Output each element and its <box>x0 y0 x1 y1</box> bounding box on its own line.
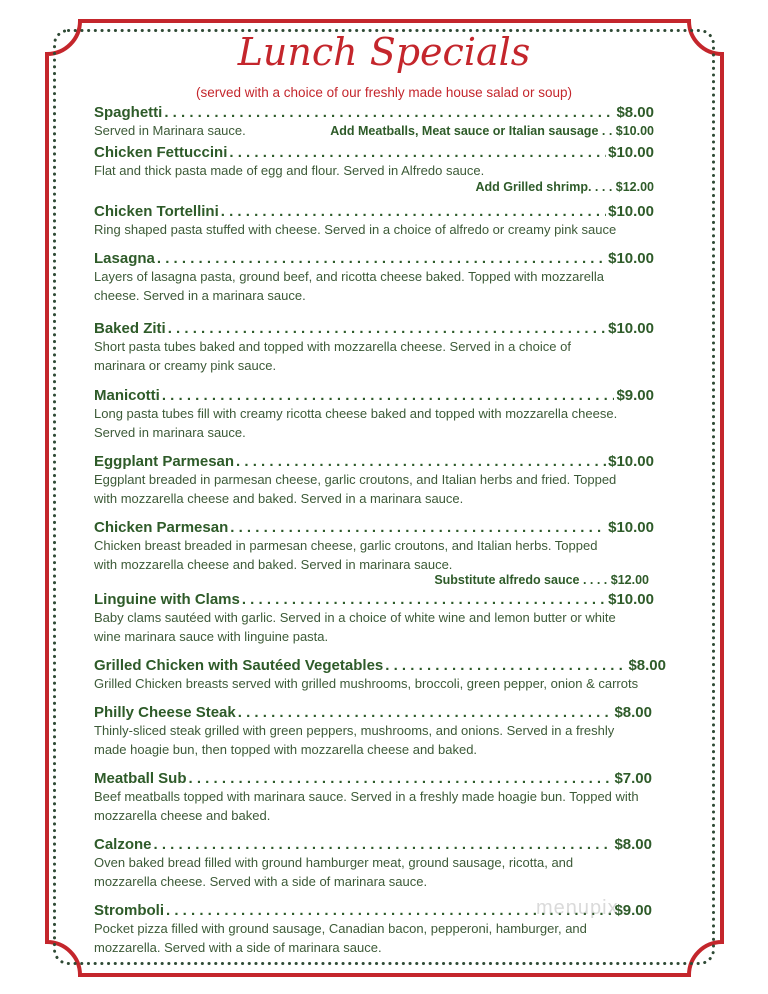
item-description-line2: marinara or creamy pink sauce. <box>94 358 277 373</box>
page-subtitle: (served with a choice of our freshly made house salad or soup) <box>196 85 572 100</box>
menu-item-linguine-with-clams <box>94 591 654 646</box>
item-price: $9.00 <box>616 387 654 404</box>
dot-leader <box>168 320 606 337</box>
dot-leader <box>164 104 614 121</box>
item-name: Chicken Fettuccini <box>94 144 228 161</box>
item-price: $10.00 <box>608 519 654 536</box>
menu-item-chicken-tortellini <box>94 203 654 239</box>
item-price: $10.00 <box>608 144 654 161</box>
menu-item-chicken-parmesan <box>94 519 654 574</box>
item-name: Lasagna <box>94 250 155 267</box>
item-price: $10.00 <box>608 453 654 470</box>
item-price: $8.00 <box>616 104 654 121</box>
item-name: Grilled Chicken with Sautéed Vegetables <box>94 657 384 674</box>
item-description-line1: Pocket pizza filled with ground sausage, Canadian bacon, pepperoni, hamburger, and <box>94 921 587 936</box>
item-price: $8.00 <box>614 836 652 853</box>
item-description-line1: Eggplant breaded in parmesan cheese, garlic croutons, and Italian herbs and fried. Topped <box>94 472 617 487</box>
item-name: Calzone <box>94 836 152 853</box>
menu-item-philly-cheese-steak <box>94 704 652 759</box>
item-description-line1: Oven baked bread filled with ground hamburger meat, ground sausage, ricotta, and <box>94 855 574 870</box>
item-price: $10.00 <box>608 203 654 220</box>
item-description-line2: Served in marinara sauce. <box>94 425 246 440</box>
dot-leader <box>189 770 613 787</box>
item-name: Philly Cheese Steak <box>94 704 236 721</box>
item-description-line2: made hoagie bun, then topped with mozzarella cheese and baked. <box>94 742 478 757</box>
menu-item-calzone <box>94 836 652 891</box>
menu-item-chicken-fettuccini <box>94 144 654 194</box>
dot-leader <box>157 250 606 267</box>
item-addon: Add Grilled shrimp. . . . $12.00 <box>475 180 654 194</box>
item-price: $7.00 <box>614 770 652 787</box>
item-name: Chicken Tortellini <box>94 203 219 220</box>
menu-item-grilled-chicken <box>94 657 666 693</box>
item-name: Eggplant Parmesan <box>94 453 235 470</box>
item-description-line2: with mozzarella cheese and baked. Served in marinara sauce. <box>94 557 453 572</box>
item-description-line1: Thinly-sliced steak grilled with green peppers, mushrooms, and onions. Served in a freshly <box>94 723 615 738</box>
item-price: $9.00 <box>614 902 652 919</box>
item-name: Chicken Parmesan <box>94 519 229 536</box>
item-description-line2: mozzarella. Served with a side of marinara sauce. <box>94 940 382 955</box>
item-description-line2: cheese. Served in a marinara sauce. <box>94 288 306 303</box>
item-description-line1: Chicken breast breaded in parmesan cheese, garlic croutons, and Italian herbs. Topped <box>94 538 598 553</box>
item-description: Served in Marinara sauce. <box>94 123 246 138</box>
item-price: $8.00 <box>614 704 652 721</box>
dot-leader <box>229 144 606 161</box>
item-description-line1: Short pasta tubes baked and topped with mozzarella cheese. Served in a choice of <box>94 339 571 354</box>
item-price: $10.00 <box>608 250 654 267</box>
item-name: Baked Ziti <box>94 320 166 337</box>
item-name: Meatball Sub <box>94 770 187 787</box>
item-price: $8.00 <box>628 657 666 674</box>
menu-item-meatball-sub <box>94 770 652 825</box>
item-name: Spaghetti <box>94 104 163 121</box>
page-title: Lunch Specials <box>237 30 531 74</box>
item-price: $10.00 <box>608 320 654 337</box>
dot-leader <box>162 387 615 404</box>
dot-leader <box>236 453 606 470</box>
item-description-line1: Layers of lasagna pasta, ground beef, and ricotta cheese baked. Topped with mozzarella <box>94 269 604 284</box>
watermark: menupix <box>536 897 619 919</box>
dot-leader <box>154 836 613 853</box>
item-price: $10.00 <box>608 591 654 608</box>
menu-item-manicotti <box>94 387 654 442</box>
item-description-line1: Baby clams sautéed with garlic. Served in a choice of white wine and lemon butter or white <box>94 610 616 625</box>
menu-item-lasagna <box>94 250 654 305</box>
item-addon: Add Meatballs, Meat sauce or Italian sausage . . $10.00 <box>330 124 654 138</box>
dot-leader <box>242 591 606 608</box>
item-description-line1: Long pasta tubes fill with creamy ricotta cheese baked and topped with mozzarella cheese. <box>94 406 618 421</box>
dot-leader <box>221 203 606 220</box>
item-name: Manicotti <box>94 387 160 404</box>
item-description-line1: Beef meatballs topped with marinara sauce. Served in a freshly made hoagie bun. Topped with <box>94 789 639 804</box>
menu-item-eggplant-parmesan <box>94 453 654 508</box>
item-description: Grilled Chicken breasts served with grilled mushrooms, broccoli, green pepper, onion & carrots <box>94 676 639 691</box>
item-description: Flat and thick pasta made of egg and flour. Served in Alfredo sauce. <box>94 163 485 178</box>
item-name: Stromboli <box>94 902 164 919</box>
item-description-line2: wine marinara sauce with linguine pasta. <box>94 629 329 644</box>
item-name: Linguine with Clams <box>94 591 240 608</box>
item-description-line2: with mozzarella cheese and baked. Served in a marinara sauce. <box>94 491 464 506</box>
item-description-line2: mozzarella cheese and baked. <box>94 808 271 823</box>
item-description-line2: mozzarella cheese. Served with a side of marinara sauce. <box>94 874 428 889</box>
item-description: Ring shaped pasta stuffed with cheese. Served in a choice of alfredo or creamy pink sauce <box>94 222 617 237</box>
dot-leader <box>230 519 606 536</box>
chicken-parmesan-addon: Substitute alfredo sauce . . . . $12.00 <box>434 573 649 587</box>
dot-leader <box>238 704 613 721</box>
menu-item-baked-ziti <box>94 320 654 375</box>
menu-item-spaghetti <box>94 104 654 140</box>
dot-leader <box>385 657 626 674</box>
